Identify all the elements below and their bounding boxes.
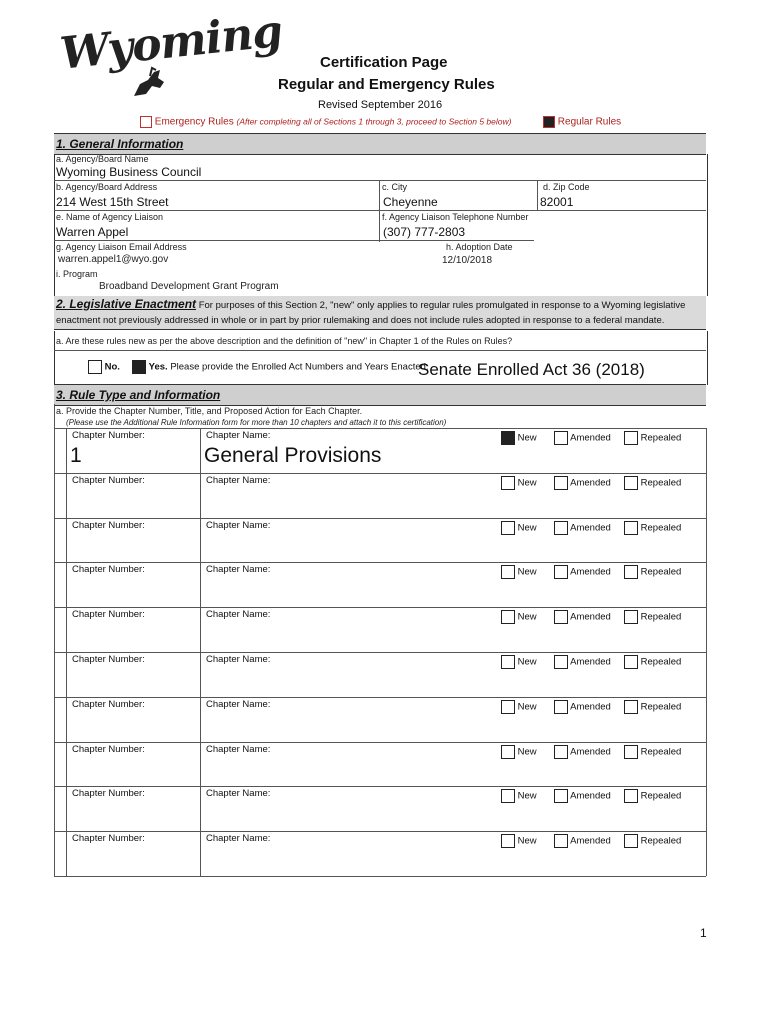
section-3-header xyxy=(54,384,706,406)
new-label: New xyxy=(517,611,537,623)
amended-option[interactable] xyxy=(554,431,611,445)
section-2-text: For purposes of this Section 2, "new" only applies to regular rules promulgated in response to a Wyoming legislative enactment not previously addressed in whole or in part by prior rulemaking and does not include rules adopted in response to a federal mandate. xyxy=(56,300,686,326)
phone-value[interactable]: (307) 777-2803 xyxy=(383,225,466,239)
new-option[interactable] xyxy=(501,789,537,803)
chapter-name-label: Chapter Name: xyxy=(206,519,271,531)
new-option[interactable] xyxy=(501,700,537,714)
zip-label: d. Zip Code xyxy=(543,182,590,192)
new-checkbox[interactable] xyxy=(501,700,515,714)
chapter-row xyxy=(54,428,706,473)
new-label: New xyxy=(517,522,537,534)
repealed-label: Repealed xyxy=(640,835,682,847)
chapter-row xyxy=(54,473,706,518)
new-checkbox[interactable] xyxy=(501,521,515,535)
repealed-label: Repealed xyxy=(640,522,682,534)
email-label: g. Agency Liaison Email Address xyxy=(56,242,187,252)
new-checkbox[interactable] xyxy=(501,745,515,759)
amended-label: Amended xyxy=(570,790,611,802)
repealed-option[interactable] xyxy=(624,700,681,714)
new-label: New xyxy=(517,656,537,668)
amended-option[interactable] xyxy=(554,834,611,848)
email-value[interactable]: warren.appel1@wyo.gov xyxy=(58,254,169,265)
chapter-number-label: Chapter Number: xyxy=(72,474,145,486)
new-checkbox[interactable] xyxy=(501,565,515,579)
amended-label: Amended xyxy=(570,432,611,444)
divider xyxy=(54,831,706,832)
repealed-checkbox[interactable] xyxy=(624,700,638,714)
divider xyxy=(54,562,706,563)
repealed-label: Repealed xyxy=(640,566,682,578)
agency-name-value[interactable]: Wyoming Business Council xyxy=(56,165,202,179)
regular-rules-label: Regular Rules xyxy=(557,116,622,128)
phone-label: f. Agency Liaison Telephone Number xyxy=(382,212,529,222)
emergency-rules-note: (After completing all of Sections 1 through 3, proceed to Section 5 below) xyxy=(236,116,512,127)
repealed-checkbox[interactable] xyxy=(624,431,638,445)
divider xyxy=(54,180,706,181)
amended-option[interactable] xyxy=(554,789,611,803)
new-label: New xyxy=(517,432,537,444)
new-option[interactable] xyxy=(501,834,537,848)
emergency-rules-checkbox[interactable] xyxy=(140,116,152,128)
address-label: b. Agency/Board Address xyxy=(56,182,158,192)
divider xyxy=(54,742,706,743)
amended-checkbox[interactable] xyxy=(554,655,568,669)
repealed-option[interactable] xyxy=(624,610,681,624)
enrolled-act-value[interactable]: Senate Enrolled Act 36 (2018) xyxy=(418,360,645,379)
new-label: New xyxy=(517,790,537,802)
new-option[interactable] xyxy=(501,565,537,579)
amended-label: Amended xyxy=(570,835,611,847)
address-value[interactable]: 214 West 15th Street xyxy=(56,195,169,209)
section-3-title: 3. Rule Type and Information xyxy=(56,388,221,402)
page-title: Certification Page xyxy=(320,54,448,71)
new-checkbox[interactable] xyxy=(501,655,515,669)
divider xyxy=(54,473,706,474)
chapter-row xyxy=(54,742,706,787)
repealed-label: Repealed xyxy=(640,746,682,758)
repealed-checkbox[interactable] xyxy=(624,565,638,579)
chapter-number-value[interactable]: 1 xyxy=(70,444,82,467)
page-number: 1 xyxy=(700,926,707,940)
amended-option[interactable] xyxy=(554,745,611,759)
section-1-header xyxy=(54,133,706,155)
repealed-checkbox[interactable] xyxy=(624,745,638,759)
amended-checkbox[interactable] xyxy=(554,476,568,490)
repealed-label: Repealed xyxy=(640,432,682,444)
amended-label: Amended xyxy=(570,746,611,758)
repealed-checkbox[interactable] xyxy=(624,834,638,848)
revised-date: Revised September 2016 xyxy=(318,99,443,111)
page-subtitle: Regular and Emergency Rules xyxy=(278,76,495,93)
divider xyxy=(54,876,706,877)
amended-label: Amended xyxy=(570,522,611,534)
repealed-label: Repealed xyxy=(640,477,682,489)
repealed-option[interactable] xyxy=(624,431,681,445)
divider xyxy=(54,428,706,429)
chapter-number-label: Chapter Number: xyxy=(72,743,145,755)
repealed-option[interactable] xyxy=(624,655,681,669)
regular-rules-checkbox[interactable] xyxy=(543,116,555,128)
yes-label: Yes. xyxy=(148,361,168,373)
no-option[interactable] xyxy=(88,360,120,374)
amended-label: Amended xyxy=(570,701,611,713)
divider xyxy=(66,428,67,876)
amended-checkbox[interactable] xyxy=(554,745,568,759)
program-label: i. Program xyxy=(56,269,98,279)
new-label: New xyxy=(517,477,537,489)
agency-name-label: a. Agency/Board Name xyxy=(56,154,149,164)
divider xyxy=(54,350,706,351)
chapter-number-label: Chapter Number: xyxy=(72,698,145,710)
chapter-name-label: Chapter Name: xyxy=(206,698,271,710)
chapter-name-value[interactable]: General Provisions xyxy=(204,444,382,467)
new-checkbox[interactable] xyxy=(501,476,515,490)
chapter-name-label: Chapter Name: xyxy=(206,654,271,665)
chapter-name-label: Chapter Name: xyxy=(206,743,271,755)
repealed-option[interactable] xyxy=(624,745,681,759)
adoption-date-value[interactable]: 12/10/2018 xyxy=(442,255,493,266)
liaison-label: e. Name of Agency Liaison xyxy=(56,212,164,222)
chapter-number-label: Chapter Number: xyxy=(72,654,145,665)
new-option[interactable] xyxy=(501,521,537,535)
chapter-number-label: Chapter Number: xyxy=(72,564,145,576)
amended-checkbox[interactable] xyxy=(554,431,568,445)
new-label: New xyxy=(517,566,537,578)
regular-rules-option[interactable] xyxy=(543,116,621,128)
repealed-checkbox[interactable] xyxy=(624,789,638,803)
chapter-row xyxy=(54,831,706,876)
amended-checkbox[interactable] xyxy=(554,565,568,579)
repealed-label: Repealed xyxy=(640,656,682,668)
divider xyxy=(706,428,707,876)
city-value[interactable]: Cheyenne xyxy=(383,195,438,209)
new-label: New xyxy=(517,835,537,847)
repealed-label: Repealed xyxy=(640,701,682,713)
amended-label: Amended xyxy=(570,566,611,578)
section-2-title: 2. Legislative Enactment xyxy=(56,297,197,311)
chapter-number-label: Chapter Number: xyxy=(72,430,145,441)
new-rules-question: a. Are these rules new as per the above description and the definition of "new" in Chapter 1 of the Rules on Rules? xyxy=(56,336,513,346)
repealed-option[interactable] xyxy=(624,476,681,490)
adoption-date-label: h. Adoption Date xyxy=(446,242,513,252)
yes-option[interactable] xyxy=(132,360,429,374)
city-label: c. City xyxy=(382,182,408,192)
new-option[interactable] xyxy=(501,655,537,669)
divider xyxy=(537,180,538,210)
new-label: New xyxy=(517,746,537,758)
new-option[interactable] xyxy=(501,610,537,624)
chapter-name-label: Chapter Name: xyxy=(206,474,271,486)
chapter-note: (Please use the Additional Rule Information form for more than 10 chapters and attach it to this certification) xyxy=(66,418,447,427)
repealed-checkbox[interactable] xyxy=(624,476,638,490)
amended-option[interactable] xyxy=(554,521,611,535)
chapter-row xyxy=(54,562,706,607)
amended-label: Amended xyxy=(570,477,611,489)
repealed-label: Repealed xyxy=(640,790,682,802)
no-checkbox[interactable] xyxy=(88,360,102,374)
repealed-label: Repealed xyxy=(640,611,682,623)
chapter-row xyxy=(54,786,706,831)
logo-text: Wyoming xyxy=(57,5,285,80)
chapter-name-label: Chapter Name: xyxy=(206,788,271,800)
zip-value[interactable]: 82001 xyxy=(540,195,574,209)
chapter-name-label: Chapter Name: xyxy=(206,609,271,621)
chapter-row xyxy=(54,518,706,563)
emergency-rules-option[interactable] xyxy=(140,116,511,128)
chapter-name-label: Chapter Name: xyxy=(206,564,271,576)
divider xyxy=(200,428,201,876)
repealed-option[interactable] xyxy=(624,834,681,848)
new-label: New xyxy=(517,701,537,713)
new-option[interactable] xyxy=(501,431,537,445)
divider xyxy=(54,786,706,787)
repealed-checkbox[interactable] xyxy=(624,655,638,669)
chapter-number-label: Chapter Number: xyxy=(72,519,145,531)
amended-checkbox[interactable] xyxy=(554,700,568,714)
chapter-instruction: a. Provide the Chapter Number, Title, and Proposed Action for Each Chapter. xyxy=(56,406,363,416)
chapter-row xyxy=(54,607,706,652)
new-checkbox[interactable] xyxy=(501,610,515,624)
amended-checkbox[interactable] xyxy=(554,834,568,848)
amended-checkbox[interactable] xyxy=(554,789,568,803)
emergency-rules-label: Emergency Rules xyxy=(154,116,234,128)
divider xyxy=(54,518,706,519)
liaison-value[interactable]: Warren Appel xyxy=(56,225,129,239)
new-option[interactable] xyxy=(501,745,537,759)
repealed-checkbox[interactable] xyxy=(624,610,638,624)
yes-checkbox[interactable] xyxy=(132,360,146,374)
divider xyxy=(54,404,55,876)
section-2-header xyxy=(54,296,706,330)
chapter-name-label: Chapter Name: xyxy=(206,430,271,441)
new-checkbox[interactable] xyxy=(501,789,515,803)
amended-option[interactable] xyxy=(554,655,611,669)
wyoming-logo xyxy=(57,5,285,110)
divider xyxy=(54,697,706,698)
no-label: No. xyxy=(104,361,120,373)
amended-option[interactable] xyxy=(554,476,611,490)
amended-option[interactable] xyxy=(554,700,611,714)
divider xyxy=(54,652,706,653)
chapter-row xyxy=(54,697,706,742)
program-value[interactable]: Broadband Development Grant Program xyxy=(99,281,279,292)
repealed-option[interactable] xyxy=(624,521,681,535)
amended-option[interactable] xyxy=(554,565,611,579)
repealed-checkbox[interactable] xyxy=(624,521,638,535)
chapter-name-label: Chapter Name: xyxy=(206,833,271,845)
amended-checkbox[interactable] xyxy=(554,610,568,624)
repealed-option[interactable] xyxy=(624,565,681,579)
chapter-number-label: Chapter Number: xyxy=(72,609,145,621)
bucking-horse-icon xyxy=(130,66,170,100)
divider xyxy=(54,210,706,211)
new-checkbox[interactable] xyxy=(501,431,515,445)
divider xyxy=(379,180,380,242)
chapter-number-label: Chapter Number: xyxy=(72,833,145,845)
new-checkbox[interactable] xyxy=(501,834,515,848)
amended-label: Amended xyxy=(570,656,611,668)
section-1-title: 1. General Information xyxy=(56,137,184,151)
divider xyxy=(54,607,706,608)
chapter-row xyxy=(54,652,706,697)
divider xyxy=(54,240,534,241)
yes-description: Please provide the Enrolled Act Numbers and Years Enacted: xyxy=(170,361,429,373)
amended-option[interactable] xyxy=(554,610,611,624)
amended-checkbox[interactable] xyxy=(554,521,568,535)
chapter-number-label: Chapter Number: xyxy=(72,788,145,800)
new-option[interactable] xyxy=(501,476,537,490)
repealed-option[interactable] xyxy=(624,789,681,803)
amended-label: Amended xyxy=(570,611,611,623)
